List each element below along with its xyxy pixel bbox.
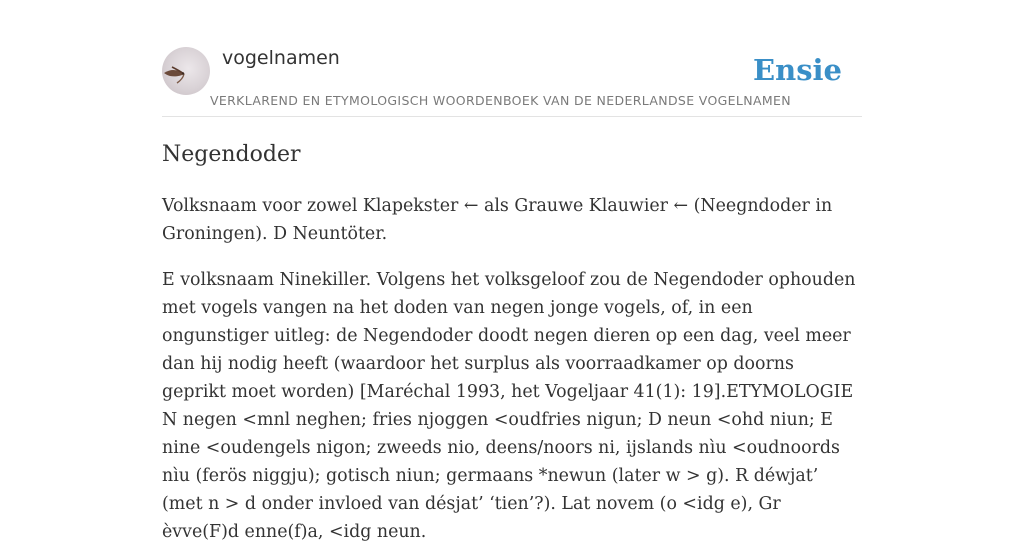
ensie-logo[interactable]: Ensie — [753, 53, 842, 87]
avatar[interactable] — [162, 47, 210, 95]
bird-avatar-icon — [162, 47, 210, 95]
site-header — [162, 46, 862, 117]
entry-paragraph: Volksnaam voor zowel Klapekster ← als Grauwe Klauwier ← (Neegndoder in Groningen). D Neuntöter. — [162, 196, 833, 244]
entry-title: Negendoder — [162, 142, 301, 167]
username[interactable]: vogelnamen — [222, 47, 340, 69]
entry-paragraph: E volksnaam Ninekiller. Volgens het volksgeloof zou de Negendoder ophouden met vogels vangen na het doden van negen jonge vogels, of, in een ongunstiger uitleg: de Negendoder doodt negen dieren op een dag, veel meer dan hij nodig heeft (waardoor het surplus als voorraadkamer op doorns geprikt moet worden) [Maréchal 1993, het Vogeljaar 41(1): 19].ETYMOLOGIE N negen <mnl neghen; fries njoggen <oudfries nigun; D neun <ohd niun; E nine <oudengels nigon; zweeds nio, deens/noors ni, ijslands nìu <oudnoords nìu (ferös niggju); gotisch niun; germaans *newun (later w > g). R déwjat’ (met n > d onder invloed van désjat’ ‘tien’?). Lat novem (o <idg e), Gr èvve(F)d enne(f)a, <idg neun. — [162, 270, 856, 542]
dictionary-subtitle[interactable]: VERKLAREND EN ETYMOLOGISCH WOORDENBOEK VAN DE NEDERLANDSE VOGELNAMEN — [210, 93, 791, 108]
entry-content — [162, 138, 862, 546]
